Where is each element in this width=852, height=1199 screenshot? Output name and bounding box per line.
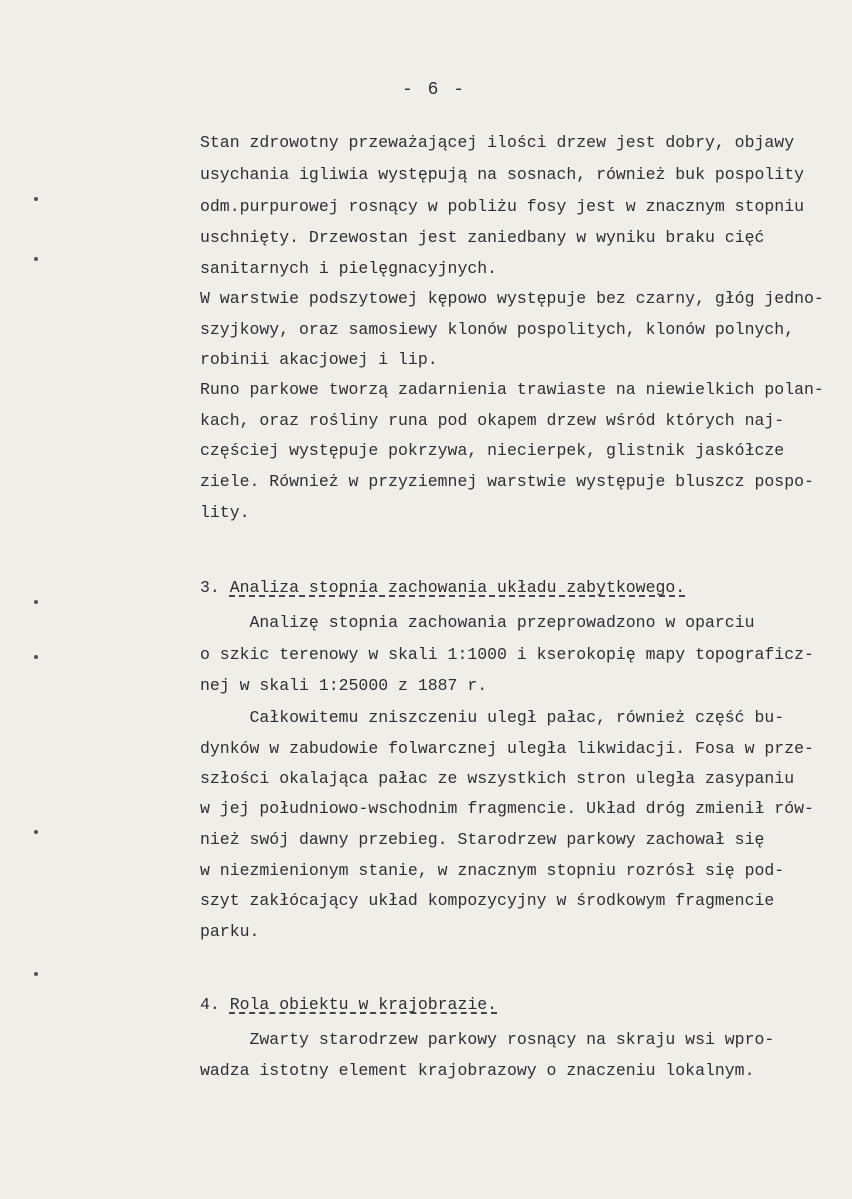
text-line: odm.purpurowej rosnący w pobliżu fosy jest w znacznym stopniu	[200, 197, 804, 216]
text-line: szyjkowy, oraz samosiewy klonów pospolitych, klonów polnych,	[200, 320, 795, 339]
section-number: 4.	[200, 995, 220, 1014]
text-line: częściej występuje pokrzywa, niecierpek, glistnik jaskółcze	[200, 441, 785, 460]
text-line: nież swój dawny przebieg. Starodrzew parkowy zachował się	[200, 830, 765, 849]
text-line: o szkic terenowy w skali 1:1000 i kserokopię mapy topograficz-	[200, 645, 814, 664]
section-number: 3.	[200, 578, 220, 597]
punch-hole-mark	[34, 655, 38, 659]
section-title: Rola obiektu w krajobrazie.	[229, 995, 498, 1014]
text-line: szłości okalająca pałac ze wszystkich stron uległa zasypaniu	[200, 769, 795, 788]
text-line: Zwarty starodrzew parkowy rosnący na skraju wsi wpro-	[200, 1030, 775, 1049]
text-line: robinii akacjowej i lip.	[200, 350, 438, 369]
text-line: kach, oraz rośliny runa pod okapem drzew wśród których naj-	[200, 411, 785, 430]
section-title: Analiza stopnia zachowania układu zabytkowego.	[229, 578, 686, 597]
text-line: w jej południowo-wschodnim fragmencie. Układ dróg zmienił rów-	[200, 799, 814, 818]
text-line: w niezmienionym stanie, w znacznym stopniu rozrósł się pod-	[200, 861, 785, 880]
text-line: parku.	[200, 922, 260, 941]
text-line: nej w skali 1:25000 z 1887 r.	[200, 676, 488, 695]
text-line: W warstwie podszytowej kępowo występuje bez czarny, głóg jedno-	[200, 289, 824, 308]
punch-hole-mark	[34, 257, 38, 261]
text-line: Całkowitemu zniszczeniu uległ pałac, również część bu-	[200, 708, 785, 727]
text-line: lity.	[200, 503, 250, 522]
section-3-heading	[200, 578, 685, 598]
punch-hole-mark	[34, 600, 38, 604]
punch-hole-mark	[34, 972, 38, 976]
text-line: Stan zdrowotny przeważającej ilości drzew jest dobry, objawy	[200, 133, 795, 152]
text-line: sanitarnych i pielęgnacyjnych.	[200, 259, 498, 278]
section-4-heading	[200, 995, 497, 1015]
text-line: dynków w zabudowie folwarcznej uległa likwidacji. Fosa w prze-	[200, 739, 814, 758]
text-line: ziele. Również w przyziemnej warstwie występuje bluszcz pospo-	[200, 472, 814, 491]
text-line: Analizę stopnia zachowania przeprowadzono w oparciu	[200, 613, 755, 632]
punch-hole-mark	[34, 197, 38, 201]
text-line: szyt zakłócający układ kompozycyjny w środkowym fragmencie	[200, 891, 775, 910]
text-line: Runo parkowe tworzą zadarnienia trawiaste na niewielkich polan-	[200, 380, 824, 399]
text-line: usychania igliwia występują na sosnach, również buk pospolity	[200, 165, 804, 184]
punch-hole-mark	[34, 830, 38, 834]
text-line: uschnięty. Drzewostan jest zaniedbany w wyniku braku cięć	[200, 228, 765, 247]
text-line: wadza istotny element krajobrazowy o znaczeniu lokalnym.	[200, 1061, 755, 1080]
page-number: - 6 -	[402, 80, 467, 100]
